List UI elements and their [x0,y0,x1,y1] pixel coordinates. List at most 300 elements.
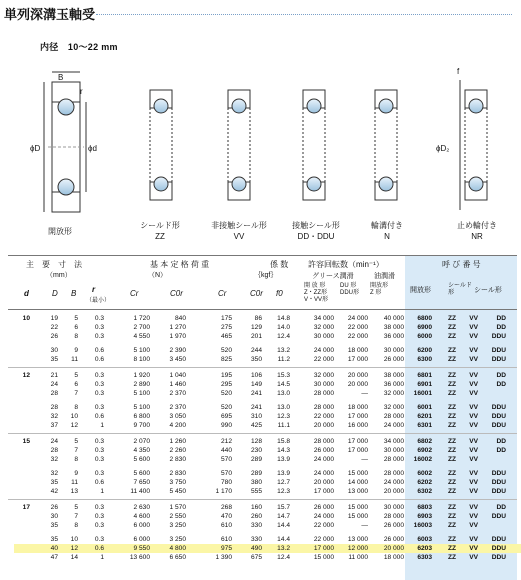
table-cell-oil: 24 000 [383,479,404,486]
dim-D-label: ϕD [30,144,41,153]
table-cell-C0r2: 128 [250,438,262,445]
dim-B-label: B [58,73,64,82]
table-cell-zz: ZZ [447,536,456,543]
table-cell-f0: 11.1 [277,422,290,429]
group-divider [8,499,517,500]
table-cell-B: 5 [74,315,78,322]
table-cell-Cr2: 295 [220,381,232,388]
table-cell-zz: ZZ [447,447,456,454]
table-cell-vv: VV [469,504,478,511]
table-cell-dd: DDU [491,413,506,420]
table-cell-g1: 22 000 [313,356,334,363]
table-cell-g2: 20 000 [347,381,368,388]
table-cell-C0r: 1 040 [169,372,186,379]
table-cell-g2: 13 000 [347,536,368,543]
table-cell-C0r: 2 370 [169,390,186,397]
table-cell-C0r2: 160 [250,504,262,511]
table-cell-vv: VV [469,545,478,552]
table-cell-n: 6800 [417,315,432,322]
table-cell-f0: 15.8 [277,438,290,445]
table-cell-g2: — [361,390,368,397]
dim-f-label: f [457,67,460,76]
title-divider [96,14,512,15]
table-cell-r: 0.3 [94,456,104,463]
table-cell-Cr2: 520 [220,347,232,354]
table-cell-vv: VV [469,479,478,486]
table-cell-r: 0.3 [94,504,104,511]
table-cell-D: 35 [50,522,58,529]
table-cell-g2: 15 000 [347,504,368,511]
table-cell-g1: 20 000 [313,422,334,429]
table-cell-Cr: 4 350 [133,447,150,454]
table-cell-g2: 11 000 [348,554,368,561]
oil-header: 油潤滑 [374,273,395,280]
table-cell-C0r: 1 270 [169,324,186,331]
table-cell-vv: VV [469,315,478,322]
table-cell-oil: 28 000 [383,513,404,520]
shield-type-drawing [150,90,172,200]
table-cell-Cr2: 570 [220,456,232,463]
table-cell-dd: DDU [491,470,506,477]
table-cell-C0r: 840 [174,315,186,322]
table-cell-C0r: 2 370 [169,404,186,411]
table-cell-r: 0.6 [94,479,104,486]
table-cell-vv: VV [469,470,478,477]
table-cell-B: 8 [74,456,78,463]
table-cell-C0r: 2 830 [169,470,186,477]
table-cell-D: 35 [50,536,58,543]
table-cell-Cr: 4 600 [133,513,150,520]
table-cell-Cr: 8 100 [133,356,150,363]
table-cell-n: 6801 [417,372,432,379]
table-cell-Cr: 13 600 [129,554,150,561]
table-cell-dd: DD [496,315,506,322]
table-cell-n: 6002 [417,470,432,477]
table-cell-C0r: 2 260 [169,447,186,454]
table-cell-Cr2: 1 390 [215,554,232,561]
table-cell-f0: 12.4 [277,333,290,340]
table-cell-C0r2: 350 [250,356,262,363]
table-cell-n: 6903 [417,513,432,520]
table-cell-zz: ZZ [447,381,456,388]
table-cell-D: 35 [50,356,58,363]
table-cell-r: 1 [100,554,104,561]
table-cell-g2: 17 000 [347,447,368,454]
table-cell-zz: ZZ [447,479,456,486]
table-cell-Cr: 9 550 [133,545,150,552]
table-cell-B: 7 [74,447,78,454]
table-cell-C0r: 6 650 [169,554,186,561]
table-cell-C0r2: 244 [250,347,262,354]
table-cell-f0: 12.7 [277,479,290,486]
dim-r-label: r [80,87,83,96]
table-cell-B: 7 [74,390,78,397]
contact-label: 接触シール形 DD・DDU [292,221,340,241]
groove-label: 輪溝付き N [371,221,403,241]
table-cell-r: 0.3 [94,536,104,543]
table-cell-d: 10 [22,315,30,322]
table-cell-n: 6202 [417,479,432,486]
table-cell-B: 10 [70,413,78,420]
table-cell-r: 1 [100,422,104,429]
table-cell-Cr2: 520 [220,390,232,397]
table-cell-n: 6900 [417,324,432,331]
noncontact-label: 非接触シール形 VV [211,221,267,241]
load-unit-n: （N） [148,272,168,279]
table-cell-D: 32 [50,413,58,420]
code-shield-header: シールド 形 [448,283,472,296]
table-cell-g1: 22 000 [313,522,334,529]
table-cell-Cr: 4 550 [133,333,150,340]
table-cell-r: 0.3 [94,372,104,379]
table-cell-D: 32 [50,470,58,477]
table-cell-r: 0.3 [94,324,104,331]
table-cell-dd: DD [496,381,506,388]
table-cell-Cr: 2 070 [133,438,150,445]
table-cell-zz: ZZ [447,324,456,331]
table-cell-r: 0.3 [94,390,104,397]
table-cell-g1: 17 000 [313,545,334,552]
col-f0: f0 [276,289,283,298]
table-cell-r: 0.3 [94,315,104,322]
table-cell-zz: ZZ [447,356,456,363]
table-cell-g2: 18 000 [347,347,368,354]
table-cell-zz: ZZ [447,422,456,429]
table-cell-n: 6301 [417,422,432,429]
table-cell-g2: — [361,456,368,463]
table-cell-Cr2: 175 [220,315,232,322]
table-cell-oil: 18 000 [383,554,404,561]
table-cell-Cr2: 465 [220,333,232,340]
table-cell-C0r2: 490 [250,545,262,552]
table-cell-D: 30 [50,347,58,354]
table-cell-C0r2: 425 [250,422,262,429]
group-divider [8,367,517,368]
table-cell-vv: VV [469,404,478,411]
table-cell-B: 12 [70,545,78,552]
table-cell-oil: 30 000 [383,447,404,454]
table-cell-D: 24 [50,381,58,388]
table-cell-f0: 14.3 [277,447,290,454]
table-cell-g1: 26 000 [313,447,334,454]
col-cr: Cr [130,289,139,298]
table-cell-Cr2: 975 [220,545,232,552]
table-cell-vv: VV [469,536,478,543]
table-cell-g2: — [361,522,368,529]
table-cell-vv: VV [469,513,478,520]
table-cell-f0: 13.0 [277,404,290,411]
table-cell-D: 26 [50,504,58,511]
table-cell-B: 5 [74,438,78,445]
table-cell-oil: 34 000 [383,438,404,445]
table-cell-Cr2: 275 [220,324,232,331]
table-cell-zz: ZZ [447,438,456,445]
table-cell-g1: 32 000 [313,324,334,331]
table-cell-d: 15 [22,438,30,445]
table-cell-n: 16001 [413,390,432,397]
table-cell-f0: 12.3 [277,413,290,420]
table-cell-dd: DDU [491,536,506,543]
table-cell-n: 16003 [413,522,432,529]
table-cell-f0: 14.5 [277,381,290,388]
table-cell-dd: DDU [491,333,506,340]
table-cell-r: 0.3 [94,381,104,388]
table-cell-zz: ZZ [447,554,456,561]
table-cell-vv: VV [469,554,478,561]
table-cell-dd: DDU [491,488,506,495]
table-cell-C0r2: 86 [254,315,262,322]
table-cell-g2: 18 000 [347,404,368,411]
table-cell-g2: 15 000 [347,513,368,520]
table-cell-g2: 15 000 [347,470,368,477]
table-cell-C0r2: 149 [250,381,262,388]
table-cell-vv: VV [469,456,478,463]
table-cell-Cr2: 610 [220,536,232,543]
table-cell-dd: DD [496,372,506,379]
contact-seal-drawing [303,90,325,200]
table-cell-vv: VV [469,522,478,529]
table-cell-D: 21 [50,372,58,379]
table-cell-zz: ZZ [447,513,456,520]
table-cell-C0r: 1 460 [169,381,186,388]
table-cell-oil: 26 000 [383,522,404,529]
table-cell-n: 16002 [413,456,432,463]
table-cell-f0: 13.2 [277,347,290,354]
table-cell-oil: 28 000 [383,456,404,463]
table-cell-zz: ZZ [447,456,456,463]
table-cell-dd: DDU [491,479,506,486]
table-cell-B: 11 [71,356,78,363]
table-cell-oil: 32 000 [383,404,404,411]
table-cell-Cr2: 1 170 [215,488,232,495]
table-cell-C0r2: 289 [250,470,262,477]
table-cell-zz: ZZ [447,488,456,495]
table-cell-dd: DD [496,438,506,445]
table-cell-oil: 26 000 [383,536,404,543]
table-cell-C0r: 3 450 [169,356,186,363]
table-cell-B: 11 [71,479,78,486]
table-cell-B: 8 [74,404,78,411]
table-cell-Cr: 5 600 [133,470,150,477]
table-cell-Cr: 6 800 [133,413,150,420]
table-cell-r: 0.3 [94,404,104,411]
table-cell-D: 28 [50,390,58,397]
table-cell-C0r2: 289 [250,456,262,463]
noncontact-seal-drawing [228,90,250,200]
table-cell-g1: 26 000 [313,504,334,511]
table-cell-vv: VV [469,324,478,331]
page-title: 単列深溝玉軸受 [4,7,96,22]
table-cell-zz: ZZ [447,347,456,354]
table-cell-C0r2: 241 [250,404,262,411]
table-cell-vv: VV [469,438,478,445]
table-cell-Cr: 11 400 [130,488,150,495]
table-cell-zz: ZZ [447,470,456,477]
table-cell-g1: 30 000 [313,381,334,388]
code-header: 呼 び 番 号 [442,260,481,269]
table-cell-n: 6200 [417,347,432,354]
table-cell-Cr2: 695 [220,413,232,420]
dim-D2-label: ϕD₂ [436,144,450,153]
table-cell-D: 47 [50,554,58,561]
table-cell-dd: DDU [491,422,506,429]
table-cell-n: 6201 [417,413,432,420]
table-cell-n: 6001 [417,404,432,411]
table-cell-Cr: 6 000 [133,536,150,543]
specifications-table [0,255,521,580]
table-cell-D: 42 [50,488,58,495]
table-cell-g1: 28 000 [313,404,334,411]
table-cell-g1: 20 000 [313,479,334,486]
table-cell-g1: 24 000 [313,456,334,463]
open-label: 開放形 [48,227,72,236]
table-cell-r: 1 [100,488,104,495]
table-cell-B: 9 [74,347,78,354]
table-cell-D: 26 [50,333,58,340]
table-cell-Cr2: 440 [220,447,232,454]
table-cell-B: 13 [70,488,78,495]
table-cell-B: 7 [74,513,78,520]
table-cell-n: 6000 [417,333,432,340]
table-cell-g1: 24 000 [313,513,334,520]
table-cell-D: 30 [50,513,58,520]
col-c0r-kgf: C0r [250,289,263,298]
table-cell-D: 32 [50,456,58,463]
table-cell-C0r: 4 200 [169,422,186,429]
table-cell-g2: 12 000 [347,545,368,552]
oil-sub: 開放形 Z 形 [370,283,389,296]
table-cell-D: 24 [50,438,58,445]
table-cell-f0: 13.9 [277,470,290,477]
table-cell-n: 6901 [417,381,432,388]
table-cell-dd: DDU [491,545,506,552]
table-cell-r: 0.6 [94,413,104,420]
table-cell-g2: 17 000 [347,356,368,363]
dim-d-label: ϕd [88,144,97,153]
table-cell-D: 22 [50,324,58,331]
table-cell-vv: VV [469,372,478,379]
table-cell-C0r2: 330 [250,522,262,529]
table-cell-C0r2: 310 [250,413,262,420]
table-cell-f0: 11.2 [277,356,290,363]
col-c0r: C0r [170,289,183,298]
table-cell-dd: DDU [491,356,506,363]
seal-label: シールド形 ZZ [140,221,180,241]
table-cell-D: 28 [50,447,58,454]
table-cell-C0r2: 675 [250,554,262,561]
table-cell-Cr2: 825 [220,356,232,363]
table-cell-oil: 32 000 [383,390,404,397]
table-cell-g1: 22 000 [313,536,334,543]
table-cell-n: 6802 [417,438,432,445]
table-cell-g2: 13 000 [347,488,368,495]
grease-header: グリース潤滑 [312,273,354,280]
table-cell-oil: 20 000 [383,545,404,552]
table-cell-r: 0.3 [94,513,104,520]
table-cell-Cr: 5 100 [133,390,150,397]
table-cell-Cr: 2 700 [133,324,150,331]
table-cell-f0: 15.3 [277,372,290,379]
table-cell-g1: 28 000 [313,390,334,397]
table-cell-B: 5 [74,372,78,379]
table-cell-g1: 24 000 [313,470,334,477]
table-cell-zz: ZZ [447,522,456,529]
table-cell-vv: VV [469,356,478,363]
table-cell-oil: 28 000 [383,470,404,477]
table-cell-f0: 15.7 [277,504,290,511]
coef-header: 係 数 [270,260,289,269]
code-open-header: 開放形 [410,287,431,294]
table-cell-C0r2: 230 [250,447,262,454]
table-cell-C0r: 5 450 [169,488,186,495]
table-cell-B: 5 [74,504,78,511]
groove-type-drawing [375,90,397,200]
table-cell-C0r2: 555 [250,488,262,495]
table-cell-C0r2: 129 [250,324,262,331]
table-cell-g1: 17 000 [313,488,334,495]
table-cell-n: 6902 [417,447,432,454]
table-cell-D: 35 [50,479,58,486]
table-cell-f0: 12.3 [277,488,290,495]
table-cell-Cr: 6 000 [133,522,150,529]
table-cell-oil: 38 000 [383,324,404,331]
table-cell-Cr2: 520 [220,404,232,411]
table-cell-zz: ZZ [447,333,456,340]
table-cell-Cr2: 268 [220,504,232,511]
table-cell-Cr: 1 720 [133,315,150,322]
table-cell-Cr: 5 100 [133,404,150,411]
col-D: D [52,289,58,298]
table-cell-C0r2: 106 [250,372,262,379]
table-cell-dd: DD [496,324,506,331]
table-cell-Cr2: 610 [220,522,232,529]
snap-label: 止め輪付き NR [457,221,497,241]
table-cell-n: 6003 [417,536,432,543]
load-unit-kgf: ｛kgf｝ [254,272,278,279]
table-cell-f0: 14.4 [277,522,290,529]
table-cell-Cr2: 470 [220,513,232,520]
table-cell-vv: VV [469,413,478,420]
table-cell-C0r2: 380 [250,479,262,486]
table-cell-Cr: 1 920 [133,372,150,379]
table-cell-vv: VV [469,488,478,495]
table-cell-C0r: 3 050 [169,413,186,420]
col-r-sub: （最小） [86,298,111,304]
table-cell-r: 0.3 [94,438,104,445]
col-B: B [71,289,77,298]
table-cell-oil: 38 000 [383,372,404,379]
table-cell-zz: ZZ [447,372,456,379]
table-cell-Cr2: 212 [220,438,232,445]
table-cell-g2: 20 000 [347,372,368,379]
table-cell-g1: 34 000 [313,315,334,322]
table-cell-C0r: 1 970 [169,333,186,340]
table-cell-f0: 13.2 [277,545,290,552]
table-cell-dd: DDU [491,347,506,354]
table-cell-Cr2: 570 [220,470,232,477]
main-dims-unit: （mm） [46,272,72,279]
table-cell-zz: ZZ [447,390,456,397]
table-cell-oil: 20 000 [383,488,404,495]
col-cr-kgf: Cr [218,289,227,298]
col-r: r [92,285,96,294]
table-cell-zz: ZZ [447,404,456,411]
table-cell-r: 0.6 [94,545,104,552]
table-cell-vv: VV [469,390,478,397]
table-cell-vv: VV [469,381,478,388]
table-cell-C0r: 2 830 [169,456,186,463]
table-cell-C0r2: 241 [250,390,262,397]
